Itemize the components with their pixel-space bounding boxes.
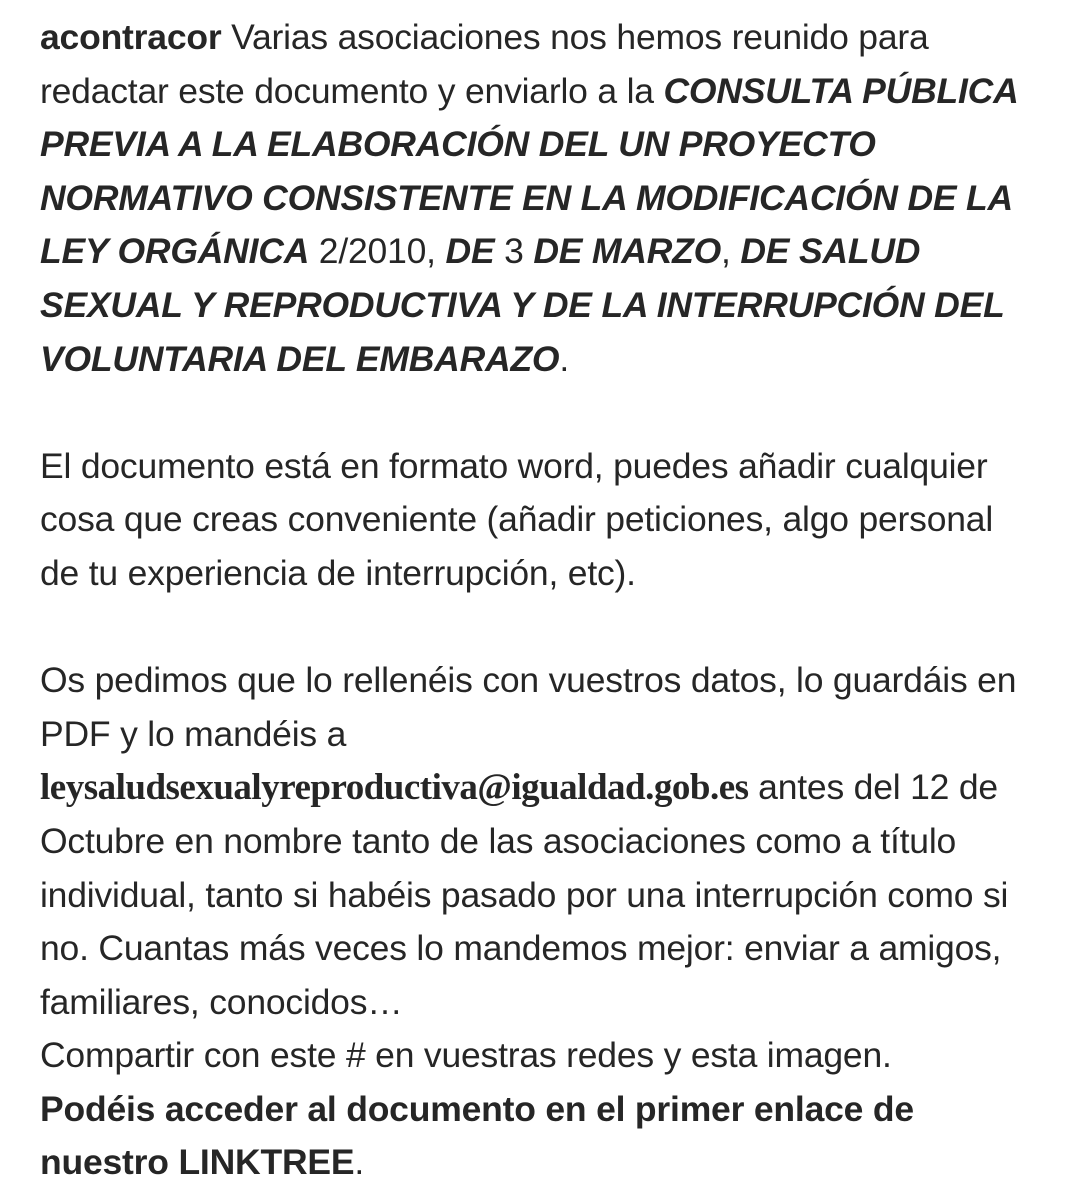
intro-text: Varias asociaciones nos hemos reunido para redactar este documento y enviarlo a la bbox=[40, 17, 929, 111]
instructions-text: Os pedimos que lo rellenéis con vuestros datos, lo guardáis en PDF y lo mandéis a bbox=[40, 660, 1017, 754]
law-day: 3 bbox=[494, 231, 534, 272]
share-text: Compartir con este # en vuestras redes y esta imagen. bbox=[40, 1035, 892, 1076]
paragraph-spacer bbox=[40, 601, 1040, 655]
caption-paragraph-linktree bbox=[40, 1083, 1040, 1190]
consultation-title: CONSULTA PÚBLICA PREVIA A LA ELABORACIÓN DEL UN PROYECTO NORMATIVO CONSISTENTE EN LA MODIFICACIÓN DE LA LEY ORGÁNICA bbox=[40, 70, 1018, 272]
caption-paragraph-instructions bbox=[40, 654, 1040, 1029]
caption-paragraph-format: El documento está en formato word, puedes añadir cualquier cosa que creas conveniente (añadir peticiones, algo personal de tu experiencia de interrupción, etc). bbox=[40, 445, 994, 593]
paragraph-spacer bbox=[40, 386, 1040, 440]
intro-period: . bbox=[559, 338, 570, 379]
caption-paragraph-intro bbox=[40, 11, 1040, 386]
email-link[interactable]: leysaludsexualyreproductiva@igualdad.gob.es bbox=[40, 767, 749, 809]
username-link[interactable]: acontracor bbox=[40, 17, 222, 57]
law-comma: , bbox=[721, 231, 741, 272]
caption-text bbox=[40, 11, 1040, 1190]
deadline-text: antes del 12 de Octubre en nombre tanto de las asociaciones como a título individual, tanto si habéis pasado por una interrupción como si no. Cuantas más veces lo mandemos mejor: enviar a amigos, familiares, conocidos… bbox=[40, 767, 1009, 1022]
law-name: DE SALUD SEXUAL Y REPRODUCTIVA Y DE LA INTERRUPCIÓN DEL VOLUNTARIA DEL EMBARAZO bbox=[40, 231, 1004, 379]
linktree-text: Podéis acceder al documento en el primer enlace de nuestro LINKTREE bbox=[40, 1088, 914, 1183]
law-number: 2/2010, bbox=[309, 231, 446, 272]
law-month: DE MARZO bbox=[533, 231, 722, 272]
linktree-period: . bbox=[354, 1142, 365, 1183]
law-de: DE bbox=[445, 231, 495, 272]
